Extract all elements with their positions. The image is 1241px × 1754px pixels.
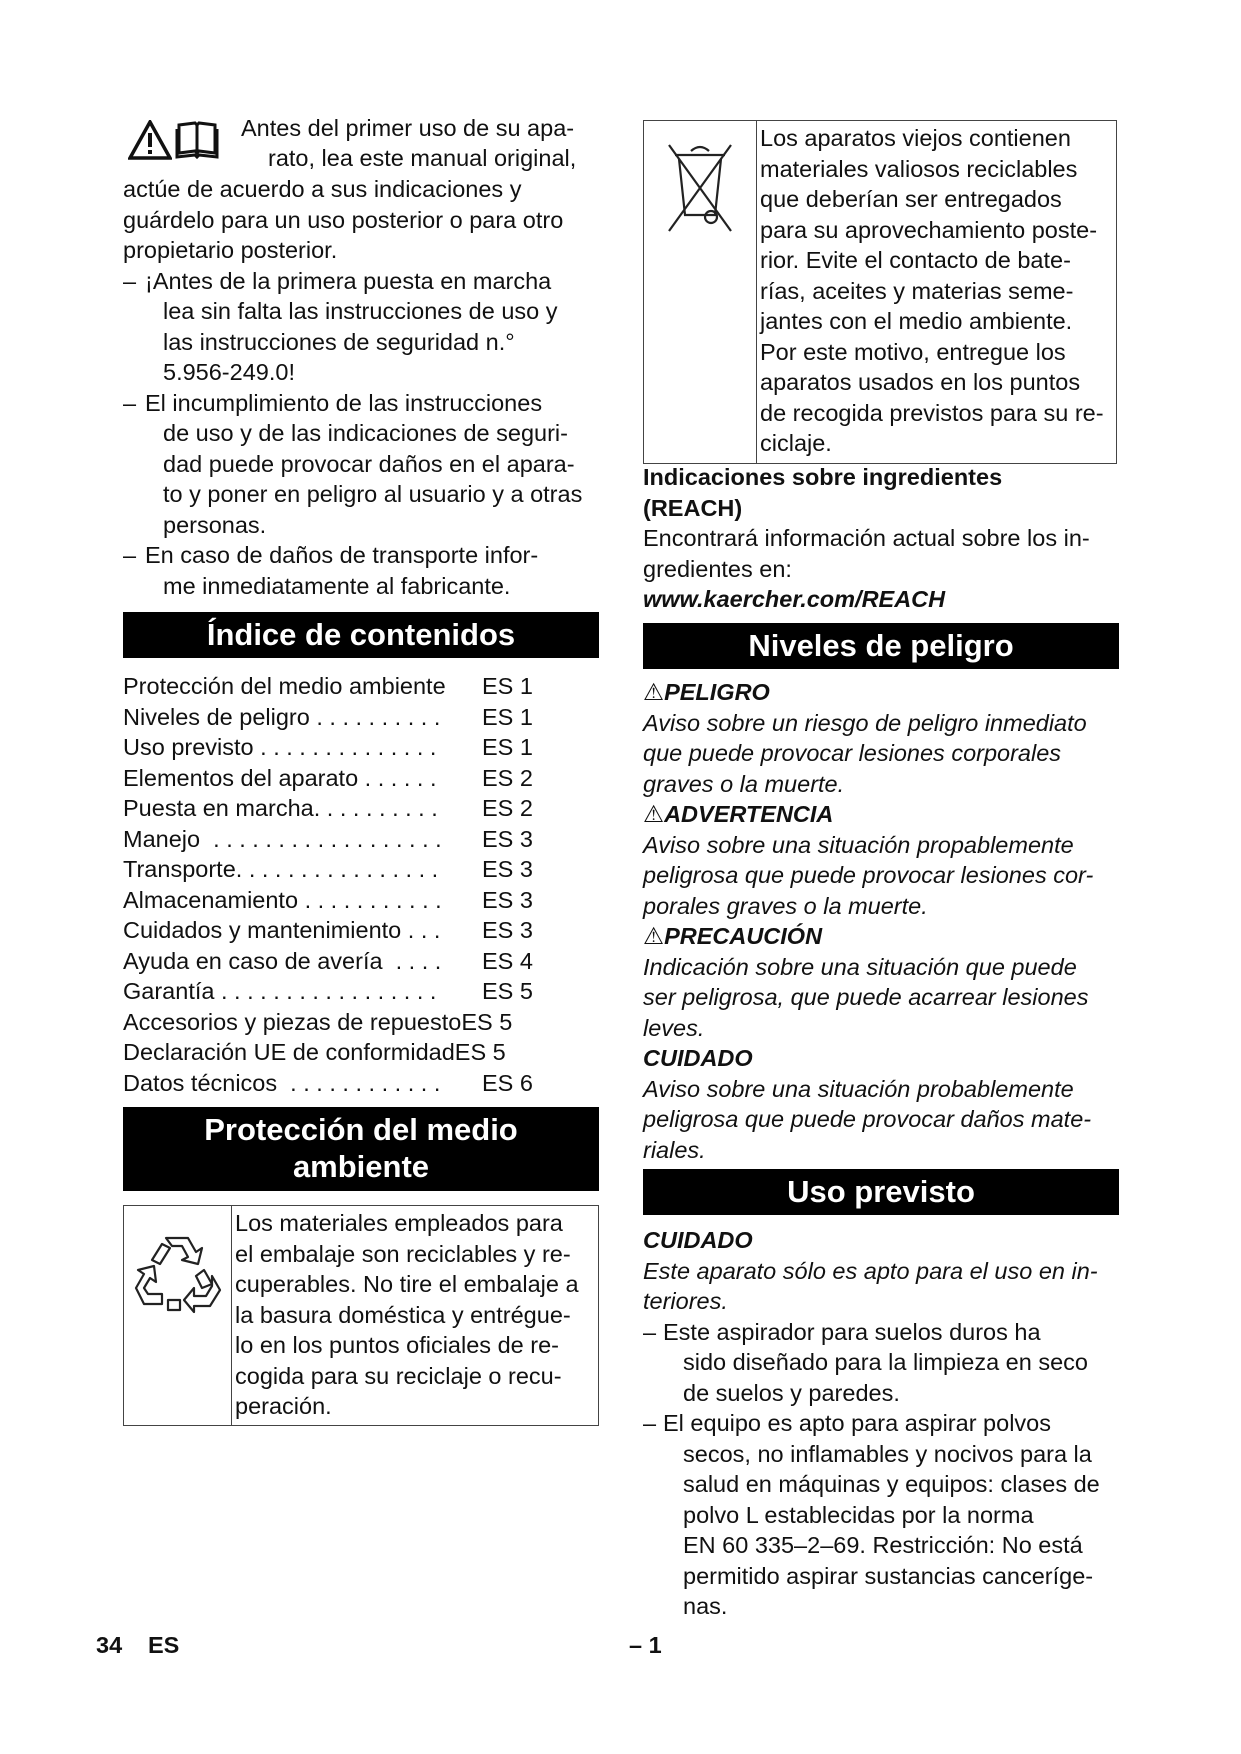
warning-triangle-icon	[128, 120, 172, 160]
crossed-bin-icon	[665, 141, 735, 235]
bullet-line: dad puede provocar daños en el apara-	[163, 450, 575, 477]
intro-bullet: – En caso de daños de transporte infor- me inmediatamente al fabricante.	[123, 540, 605, 601]
bullet-first-line: El incumplimiento de las instrucciones	[145, 389, 543, 416]
warning-triangle-icon: ⚠	[643, 801, 665, 827]
warning-triangle-icon: ⚠	[643, 923, 665, 949]
use-label: CUIDADO	[643, 1227, 753, 1253]
level-text: riales.	[643, 1136, 706, 1163]
intro-text-line: guárdelo para un uso posterior o para otro	[123, 206, 564, 233]
env-box-line: cogida para su reciclaje o recu-	[235, 1362, 562, 1389]
weee-box-line: de recogida previstos para su re-	[760, 399, 1104, 426]
intro-bullet: – El incumplimiento de las instrucciones de uso y de las indicaciones de seguri- dad puede provocar daños en el apara- to y poner en peligro al usuario y a otras personas.	[123, 388, 605, 541]
weee-icon-cell	[644, 121, 757, 463]
reach-text: gredientes en:	[643, 555, 792, 582]
toc-item[interactable]: Puesta en marcha. . . . . . . . . . ES 2	[123, 795, 533, 821]
weee-box	[643, 120, 1117, 464]
env-box-line: peración.	[235, 1393, 332, 1419]
weee-box-line: ciclaje.	[760, 430, 832, 456]
bullet-first-line: Este aspirador para suelos duros ha	[663, 1318, 1041, 1345]
bullet-first-line: ¡Antes de la primera puesta en marcha	[145, 267, 552, 294]
weee-box-line: Por este motivo, entregue los	[760, 338, 1066, 365]
reach-section	[643, 462, 1133, 615]
intro-line-1: Antes del primer uso de su apa-	[241, 115, 575, 141]
toc-item[interactable]: Protección del medio ambiente ES 1	[123, 673, 533, 699]
manual-book-icon	[175, 119, 219, 161]
toc-item[interactable]: Accesorios y piezas de repuesto ES 5	[123, 1008, 513, 1035]
toc-item[interactable]: Elementos del aparato . . . . . . ES 2	[123, 764, 533, 791]
weee-box-text	[757, 121, 1106, 463]
use-heading	[643, 1169, 1119, 1215]
intro-text-line: actúe de acuerdo a sus indicaciones y	[123, 176, 522, 202]
env-box-line: el embalaje son reciclables y re-	[235, 1240, 571, 1267]
weee-box-line: materiales valiosos reciclables	[760, 155, 1078, 182]
bullet-line: sido diseñado para la limpieza en seco	[683, 1349, 1088, 1375]
bullet-line: secos, no inflamables y nocivos para la	[683, 1440, 1092, 1467]
weee-box-line: jantes con el medio ambiente.	[760, 308, 1073, 334]
bullet-first-line: En caso de daños de transporte infor-	[145, 542, 539, 568]
level-label: ⚠PELIGRO	[643, 679, 770, 705]
weee-box-line: Los aparatos viejos contienen	[760, 125, 1071, 151]
toc-item[interactable]: Almacenamiento . . . . . . . . . . . ES 3	[123, 886, 533, 913]
weee-box-line: que deberían ser entregados	[760, 186, 1062, 212]
bullet-line: nas.	[683, 1593, 728, 1619]
reach-link[interactable]: www.kaercher.com/REACH	[643, 586, 946, 612]
level-text: graves o la muerte.	[643, 770, 845, 797]
toc-item[interactable]: Ayuda en caso de avería . . . . ES 4	[123, 947, 533, 974]
env-heading-line: Protección del medio	[204, 1112, 518, 1147]
intro-text-line: propietario posterior.	[123, 237, 338, 263]
level-text: peligrosa que puede provocar lesiones cor-	[643, 862, 1094, 888]
reach-heading: Indicaciones sobre ingredientes	[643, 464, 1003, 490]
bullet-line: EN 60 335–2–69. Restricción: No está	[683, 1532, 1083, 1558]
toc-item[interactable]: Uso previsto . . . . . . . . . . . . . . ES 1	[123, 734, 533, 760]
level-text: porales graves o la muerte.	[643, 892, 928, 919]
use-section	[643, 1225, 1133, 1622]
bullet-line: me inmediatamente al fabricante.	[163, 572, 511, 599]
toc-list	[123, 671, 548, 1098]
bullet-line: to y poner en peligro al usuario y a otras	[163, 481, 583, 507]
intro-line-2: rato, lea este manual original,	[268, 145, 577, 171]
bullet-line: polvo L establecidas por la norma	[683, 1501, 1034, 1528]
toc-item[interactable]: Niveles de peligro . . . . . . . . . . ES 1	[123, 703, 533, 730]
toc-item[interactable]: Garantía . . . . . . . . . . . . . . . . . ES 5	[123, 978, 533, 1004]
env-box-line: lo en los puntos oficiales de re-	[235, 1332, 559, 1358]
bullet-line: 5.956-249.0!	[163, 359, 295, 385]
level-text: peligrosa que puede provocar daños mate-	[643, 1106, 1092, 1132]
level-text: Aviso sobre una situación propablemente	[643, 831, 1074, 858]
env-icon-cell	[124, 1206, 232, 1425]
use-italic-line: teriores.	[643, 1288, 728, 1314]
page-number: 34	[96, 1632, 123, 1658]
bullet-first-line: El equipo es apto para aspirar polvos	[663, 1410, 1051, 1436]
intro-section	[123, 113, 605, 601]
bullet-line: de suelos y paredes.	[683, 1379, 900, 1406]
level-label: ⚠PRECAUCIÓN	[643, 923, 823, 949]
toc-item[interactable]: Transporte. . . . . . . . . . . . . . . . ES 3	[123, 856, 533, 882]
bullet-line: las instrucciones de seguridad n.°	[163, 328, 515, 355]
use-bullet: – El equipo es apto para aspirar polvos secos, no inflamables y nocivos para la salud en máquinas y equipos: clases de polvo L establecidas por la norma EN 60 335–2–69. Restricción: No está permitido aspirar sustancias canceríge- nas.	[643, 1408, 1133, 1622]
weee-box-line: para su aprovechamiento poste-	[760, 216, 1098, 243]
level-text: leves.	[643, 1014, 705, 1041]
env-box-line: Los materiales empleados para	[235, 1210, 563, 1236]
bullet-line: permitido aspirar sustancias canceríge-	[683, 1562, 1094, 1589]
section-page: – 1	[629, 1632, 662, 1658]
use-italic-line: Este aparato sólo es apto para el uso en in-	[643, 1257, 1098, 1284]
bullet-line: de uso y de las indicaciones de seguri-	[163, 420, 568, 446]
toc-heading	[123, 612, 599, 658]
env-box-text	[232, 1206, 581, 1425]
footer	[96, 1632, 1146, 1662]
weee-box-line: rior. Evite el contacto de bate-	[760, 247, 1071, 273]
level-label: CUIDADO	[643, 1045, 753, 1071]
use-heading-text: Uso previsto	[787, 1174, 975, 1209]
level-text: ser peligrosa, que puede acarrear lesiones	[643, 984, 1089, 1010]
toc-heading-text: Índice de contenidos	[206, 617, 516, 652]
reach-heading: (REACH)	[643, 494, 743, 521]
toc-item[interactable]: Declaración UE de conformidad ES 5	[123, 1039, 506, 1065]
env-box-line: cuperables. No tire el embalaje a	[235, 1271, 579, 1297]
level-text: Aviso sobre un riesgo de peligro inmediato	[643, 709, 1087, 736]
bullet-line: lea sin falta las instrucciones de uso y	[163, 298, 558, 324]
toc-item[interactable]: Datos técnicos . . . . . . . . . . . . ES 6	[123, 1069, 533, 1096]
use-bullet: – Este aspirador para suelos duros ha sido diseñado para la limpieza en seco de suelos y paredes.	[643, 1317, 1133, 1409]
env-heading	[123, 1107, 599, 1191]
env-box-line: la basura doméstica y entrégue-	[235, 1301, 571, 1328]
intro-bullet: – ¡Antes de la primera puesta en marcha lea sin falta las instrucciones de uso y las instrucciones de seguridad n.° 5.956-249.0!	[123, 266, 605, 388]
env-box	[123, 1205, 599, 1426]
levels-list	[643, 677, 1133, 1165]
bullet-line: personas.	[163, 511, 267, 538]
bullet-line: salud en máquinas y equipos: clases de	[683, 1471, 1100, 1497]
weee-box-line: rías, aceites y materias seme-	[760, 277, 1074, 304]
level-label: ⚠ADVERTENCIA	[643, 801, 834, 827]
level-text: Aviso sobre una situación probablemente	[643, 1075, 1074, 1102]
warning-triangle-icon: ⚠	[643, 679, 665, 705]
reach-text: Encontrará información actual sobre los in-	[643, 525, 1090, 551]
levels-heading	[643, 623, 1119, 669]
level-text: Indicación sobre una situación que puede	[643, 953, 1077, 980]
toc-item[interactable]: Manejo . . . . . . . . . . . . . . . . . . ES 3	[123, 825, 533, 852]
levels-heading-text: Niveles de peligro	[748, 628, 1014, 663]
level-text: que puede provocar lesiones corporales	[643, 740, 1062, 766]
recycle-icon	[132, 1230, 224, 1322]
language-code: ES	[148, 1632, 180, 1658]
weee-box-line: aparatos usados en los puntos	[760, 369, 1081, 395]
env-heading-line: ambiente	[292, 1149, 430, 1184]
toc-item[interactable]: Cuidados y mantenimiento . . . ES 3	[123, 917, 533, 943]
